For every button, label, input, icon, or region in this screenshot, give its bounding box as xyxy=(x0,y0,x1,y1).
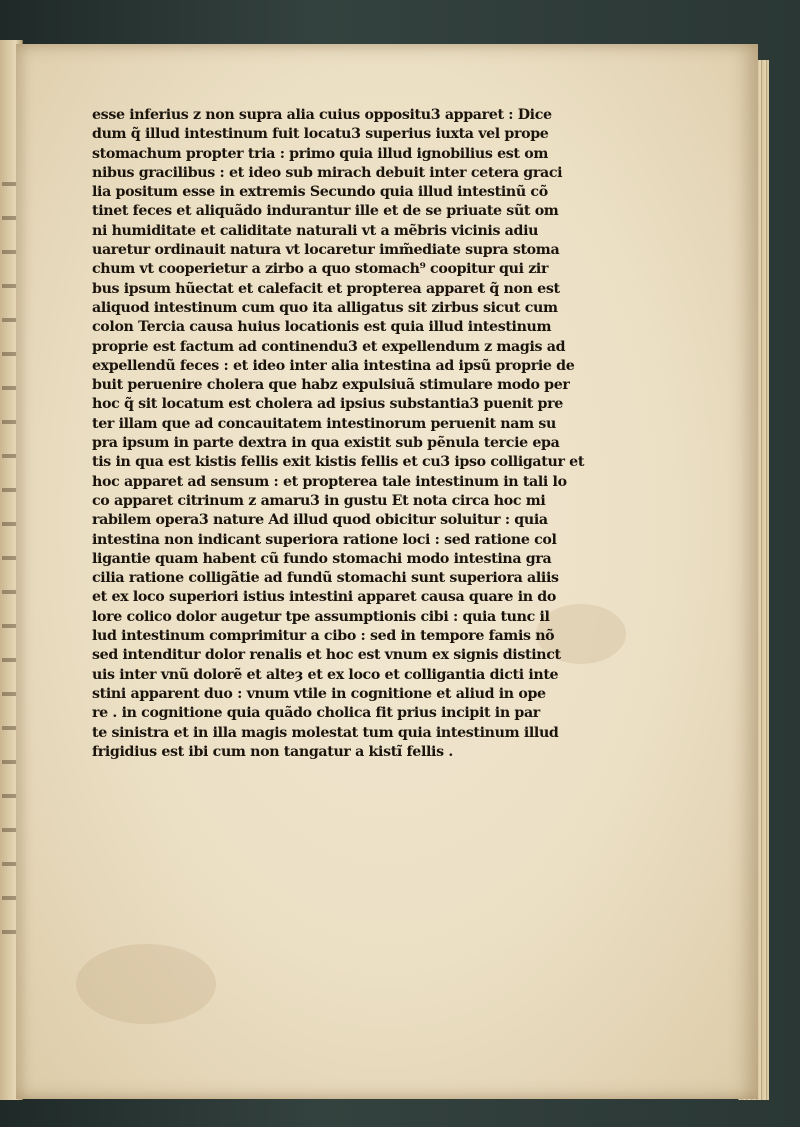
text-line: lore colico dolor augetur tpe assumptionis cibi : quia tunc il xyxy=(92,608,550,625)
text-line: tis in qua est kistis fellis exit kistis fellis et cu3 ipso colligatur et xyxy=(92,454,585,471)
text-line: nibus gracilibus : et ideo sub mirach debuit inter cetera graci xyxy=(92,164,563,181)
text-line: pra ipsum in parte dextra in qua existit sub pẽnula tercie epa xyxy=(92,435,560,452)
text-line: frigidius est ibi cum non tangatur a kistĩ fellis . xyxy=(92,743,453,760)
text-line: aliquod intestinum cum quo ita alligatus sit zirbus sicut cum xyxy=(92,299,558,316)
text-line: cilia ratione colligãtie ad fundũ stomachi sunt superiora aliis xyxy=(92,570,559,587)
text-line: ter illam que ad concauitatem intestinorum peruenit nam su xyxy=(92,415,556,432)
text-line: ligantie quam habent cũ fundo stomachi modo intestina gra xyxy=(92,550,552,567)
text-line: expellendũ feces : et ideo inter alia intestina ad ipsũ proprie de xyxy=(92,357,575,374)
text-line: lud intestinum comprimitur a cibo : sed in tempore famis nõ xyxy=(92,628,555,645)
text-line: tinet feces et aliquãdo indurantur ille et de se priuate sũt om xyxy=(92,203,559,220)
text-line: stomachum propter tria : primo quia illud ignobilius est om xyxy=(92,145,548,162)
facing-page-text-fragments xyxy=(2,160,16,960)
text-line: proprie est factum ad continendu3 et expellendum z magis ad xyxy=(92,338,566,355)
incunabula-text-column xyxy=(92,106,608,762)
text-line: colon Tercia causa huius locationis est quia illud intestinum xyxy=(92,319,552,336)
text-line: lia positum esse in extremis Secundo quia illud intestinũ cõ xyxy=(92,184,548,201)
text-line: hoc apparet ad sensum : et propterea tale intestinum in tali lo xyxy=(92,473,567,490)
text-line: sed intenditur dolor renalis et hoc est vnum ex signis distinct xyxy=(92,647,561,664)
text-line: intestina non indicant superiora ratione loci : sed ratione col xyxy=(92,531,557,548)
text-line: chum vt cooperietur a zirbo a quo stomach⁹ coopitur qui zir xyxy=(92,261,549,278)
text-line: dum q̃ illud intestinum fuit locatu3 superius iuxta vel prope xyxy=(92,126,549,143)
text-line: rabilem opera3 nature Ad illud quod obicitur soluitur : quia xyxy=(92,512,548,529)
text-line: re . in cognitione quia quãdo cholica fit prius incipit in par xyxy=(92,705,540,722)
text-line: et ex loco superiori istius intestini apparet causa quare in do xyxy=(92,589,556,606)
text-line: te sinistra et in illa magis molestat tum quia intestinum illud xyxy=(92,724,559,741)
text-line: stini apparent duo : vnum vtile in cognitione et aliud in ope xyxy=(92,685,546,702)
text-line: co apparet citrinum z amaru3 in gustu Et nota circa hoc mi xyxy=(92,492,546,509)
text-line: esse inferius z non supra alia cuius oppositu3 apparet : Dice xyxy=(92,107,552,123)
paper-stain xyxy=(76,944,216,1024)
text-line: ni humiditate et caliditate naturali vt a mẽbris vicinis adiu xyxy=(92,222,539,239)
text-line: buit peruenire cholera que habz expulsiuã stimulare modo per xyxy=(92,377,570,394)
text-line: bus ipsum hũectat et calefacit et propterea apparet q̃ non est xyxy=(92,280,560,297)
text-line: hoc q̃ sit locatum est cholera ad ipsius substantia3 puenit pre xyxy=(92,396,563,413)
text-line: uis inter vnũ dolorẽ et alteȝ et ex loco et colligantia dicti inte xyxy=(92,666,559,683)
text-line: uaretur ordinauit natura vt locaretur imm̃ediate supra stoma xyxy=(92,242,560,259)
